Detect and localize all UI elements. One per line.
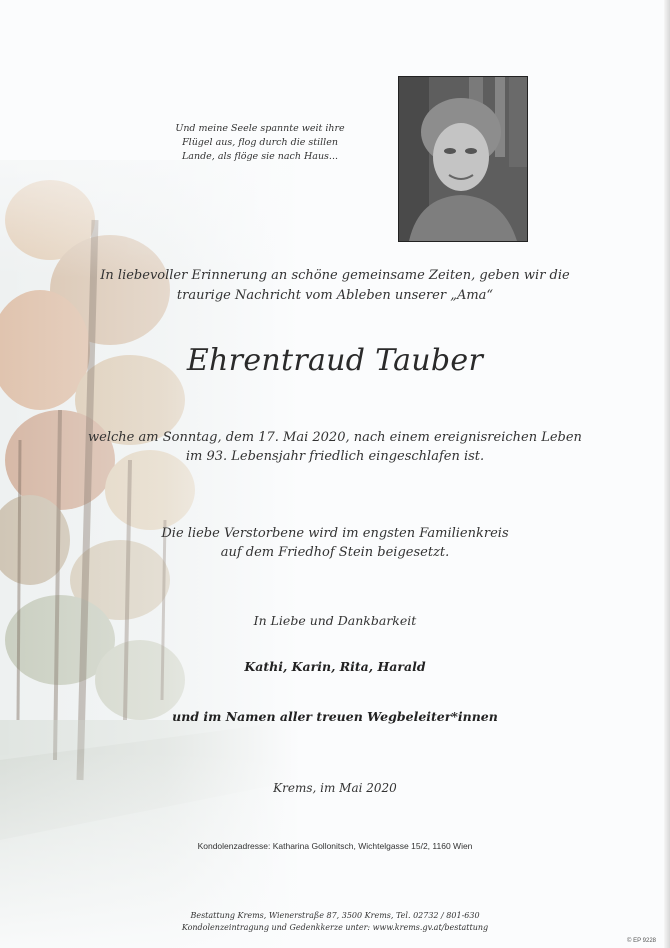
- place-date: Krems, im Mai 2020: [273, 781, 397, 795]
- death-notice-line: im 93. Lebensjahr friedlich eingeschlafen ist.: [185, 449, 485, 464]
- condolence-address: Kondolenzadresse: Katharina Gollonitsch, Wichtelgasse 15/2, 1160 Wien: [197, 841, 473, 851]
- companions-line: und im Namen aller treuen Wegbeleiter*innen: [172, 709, 498, 724]
- poem-line: Lande, als flöge sie nach Haus...: [181, 151, 338, 162]
- funeral-home-footer: [0, 910, 670, 934]
- print-code: © EP 9228: [627, 938, 656, 944]
- burial-notice: [0, 524, 670, 562]
- intro-line: traurige Nachricht vom Ableben unserer „Ama“: [176, 288, 494, 303]
- intro-line: In liebevoller Erinnerung an schöne gemeinsame Zeiten, geben wir die: [100, 268, 570, 283]
- death-notice-line: welche am Sonntag, dem 17. Mai 2020, nach einem ereignisreichen Leben: [88, 430, 582, 445]
- page-edge-shadow: [664, 0, 670, 948]
- burial-line: auf dem Friedhof Stein beigesetzt.: [220, 545, 450, 560]
- closing-phrase: In Liebe und Dankbarkeit: [253, 613, 417, 628]
- poem-line: Und meine Seele spannte weit ihre: [175, 123, 345, 134]
- footer-line: Bestattung Krems, Wienerstraße 87, 3500 Krems, Tel. 02732 / 801-630: [190, 911, 480, 920]
- poem-line: Flügel aus, flog durch die stillen: [182, 137, 338, 148]
- burial-line: Die liebe Verstorbene wird im engsten Familienkreis: [161, 526, 509, 541]
- family-names: Kathi, Karin, Rita, Harald: [244, 659, 426, 674]
- footer-line: Kondolenzeintragung und Gedenkkerze unter: www.krems.gv.at/bestattung: [181, 923, 489, 932]
- portrait-photo: [398, 76, 528, 242]
- death-notice: [0, 428, 670, 466]
- intro-text: [0, 266, 670, 306]
- poem: [160, 122, 360, 164]
- deceased-name: Ehrentraud Tauber: [186, 343, 484, 378]
